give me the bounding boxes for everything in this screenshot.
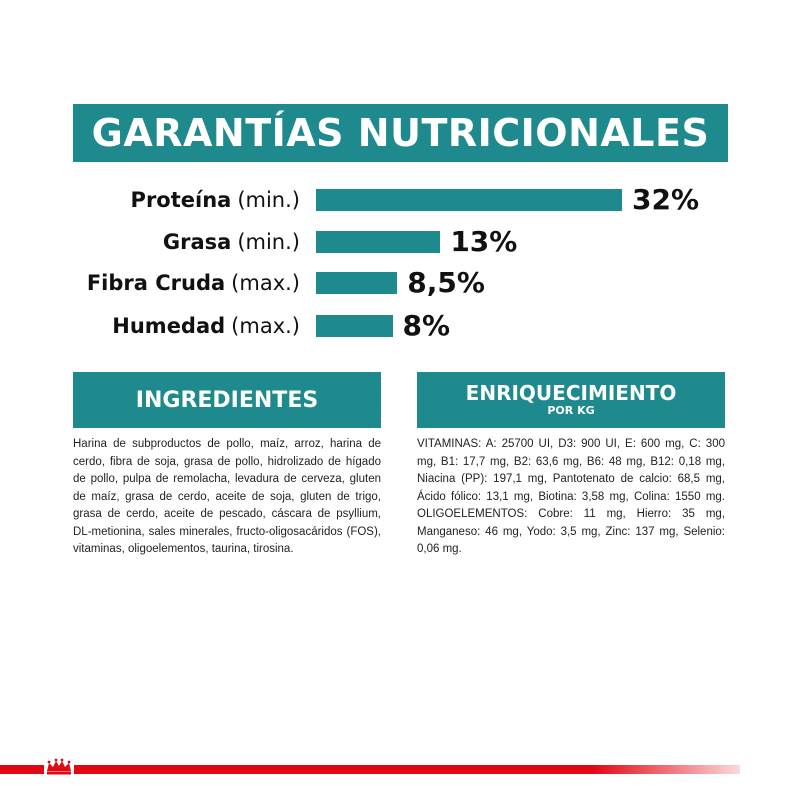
enrichment-heading-banner xyxy=(417,372,725,428)
nutrient-row xyxy=(0,183,800,217)
nutrient-value: 32% xyxy=(632,183,700,216)
ingredients-heading: INGREDIENTES xyxy=(135,387,319,413)
nutrient-name: Fibra Cruda xyxy=(86,271,226,295)
ingredients-text: Harina de subproductos de pollo, maíz, arroz, harina de cerdo, fibra de soja, grasa de pollo, hidrolizado de hígado de pollo, pulpa de remolacha, levadura de cerveza, gluten de maíz, grasa de cerdo, aceite de soja, gluten de trigo, grasa de cerdo, aceite de pescado, cáscara de psyllium, DL-metionina, sales minerales, fructo-oligosacáridos (FOS), vitaminas, oligoelementos, taurina, tirosina. xyxy=(73,438,381,555)
nutrient-qualifier: (min.) xyxy=(237,230,300,254)
nutrient-label xyxy=(163,225,300,259)
enrichment-subheading: POR KG xyxy=(547,404,595,417)
crown-icon xyxy=(44,756,74,776)
nutrient-bar xyxy=(316,189,622,211)
nutrient-label xyxy=(112,309,300,343)
nutrient-row xyxy=(0,266,800,300)
nutrient-value: 8% xyxy=(402,309,451,342)
footer-brand-line xyxy=(0,765,740,774)
nutrient-row xyxy=(0,225,800,259)
ingredients-heading-banner xyxy=(73,372,381,428)
nutrient-qualifier: (max.) xyxy=(231,271,300,295)
nutrient-label xyxy=(87,266,300,300)
nutrient-value: 13% xyxy=(450,225,518,258)
enrichment-text: VITAMINAS: A: 25700 UI, D3: 900 UI, E: 600 mg, C: 300 mg, B1: 17,7 mg, B2: 63,6 mg, B6: 48 mg, B12: 0,18 mg, Niacina (PP): 197,1 mg, Pantotenato de calcio: 68,5 mg, Ácido fólico: 13,1 mg, Biotina: 3,58 mg, Colina: 1550 mg. OLIGOELEMENTOS: Cobre: 11 mg, Hierro: 35 mg, Manganeso: 46 mg, Yodo: 3,5 mg, Zinc: 137 mg, Selenio: 0,06 mg. xyxy=(417,438,725,555)
nutrient-name: Grasa xyxy=(162,230,232,254)
nutrient-row xyxy=(0,309,800,343)
nutrient-label xyxy=(131,183,300,217)
page-title: GARANTÍAS NUTRICIONALES xyxy=(91,111,710,155)
nutrient-bar xyxy=(316,272,397,294)
nutrient-qualifier: (max.) xyxy=(231,314,300,338)
nutrient-value: 8,5% xyxy=(407,266,485,299)
nutrient-bar xyxy=(316,315,393,337)
nutrient-name: Humedad xyxy=(112,314,226,338)
enrichment-heading: ENRIQUECIMIENTO xyxy=(465,381,677,405)
title-banner xyxy=(73,104,728,162)
nutrient-bar xyxy=(316,231,440,253)
nutrient-name: Proteína xyxy=(130,188,232,212)
nutrient-qualifier: (min.) xyxy=(237,188,300,212)
